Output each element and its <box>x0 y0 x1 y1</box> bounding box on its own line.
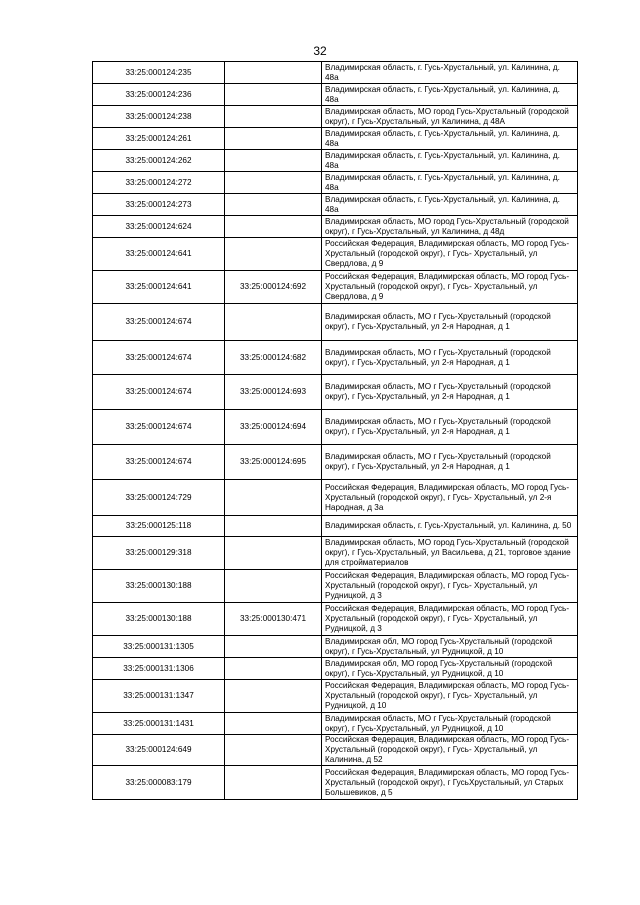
address-cell: Владимирская область, МО город Гусь-Хрустальный (городской округ), г Гусь-Хрустальный, ул Васильева, д 21, торговое здание для стройматериалов <box>322 537 578 570</box>
cadastral-number-cell: 33:25:000124:624 <box>93 216 225 238</box>
cadastral-number-cell: 33:25:000130:188 <box>93 603 225 636</box>
cadastral-number-cell: 33:25:000131:1305 <box>93 636 225 658</box>
cadastral-number-cell: 33:25:000124:272 <box>93 172 225 194</box>
cadastral-number-cell: 33:25:000130:188 <box>93 570 225 603</box>
cadastral-number-cell: 33:25:000124:674 <box>93 304 225 341</box>
address-cell: Российская Федерация, Владимирская область, МО город Гусь-Хрустальный (городской округ), г Гусь- Хрустальный, ул Свердлова, д 9 <box>322 271 578 304</box>
cadastral-number-cell: 33:25:000124:641 <box>93 238 225 271</box>
cadastral-table <box>92 61 578 800</box>
table-row <box>93 216 578 238</box>
address-cell: Владимирская область, г. Гусь-Хрустальный, ул. Калинина, д. 48а <box>322 172 578 194</box>
cadastral-number-cell: 33:25:000124:674 <box>93 410 225 445</box>
address-cell: Российская Федерация, Владимирская область, МО город Гусь-Хрустальный (городской округ), г Гусь- Хрустальный, ул Рудницкой, д 3 <box>322 603 578 636</box>
cadastral-number-cell: 33:25:000124:236 <box>93 84 225 106</box>
cadastral-number-cell: 33:25:000131:1431 <box>93 713 225 735</box>
address-cell: Владимирская область, г. Гусь-Хрустальный, ул. Калинина, д. 48а <box>322 194 578 216</box>
page-number: 32 <box>313 44 327 58</box>
related-number-cell <box>225 537 322 570</box>
related-number-cell <box>225 480 322 516</box>
cadastral-number-cell: 33:25:000083:179 <box>93 766 225 800</box>
related-number-cell: 33:25:000124:692 <box>225 271 322 304</box>
cadastral-number-cell: 33:25:000124:262 <box>93 150 225 172</box>
address-cell: Российская Федерация, Владимирская область, МО город Гусь-Хрустальный (городской округ), г ГусьХрустальный, ул Старых Большевиков, д 5 <box>322 766 578 800</box>
related-number-cell <box>225 150 322 172</box>
address-cell: Владимирская область, МО г Гусь-Хрустальный (городской округ), г Гусь-Хрустальный, ул 2-я Народная, д 1 <box>322 375 578 410</box>
address-cell: Владимирская область, МО г Гусь-Хрустальный (городской округ), г Гусь-Хрустальный, ул Рудницкой, д 10 <box>322 713 578 735</box>
related-number-cell <box>225 304 322 341</box>
address-cell: Владимирская область, г. Гусь-Хрустальный, ул. Калинина, д. 48а <box>322 62 578 84</box>
cadastral-number-cell: 33:25:000124:674 <box>93 375 225 410</box>
table-row <box>93 516 578 537</box>
cadastral-number-cell: 33:25:000124:235 <box>93 62 225 84</box>
cadastral-number-cell: 33:25:000124:729 <box>93 480 225 516</box>
related-number-cell <box>225 238 322 271</box>
related-number-cell: 33:25:000124:694 <box>225 410 322 445</box>
related-number-cell <box>225 516 322 537</box>
related-number-cell: 33:25:000124:695 <box>225 445 322 480</box>
table-row <box>93 570 578 603</box>
address-cell: Российская Федерация, Владимирская область, МО город Гусь-Хрустальный (городской округ), г Гусь- Хрустальный, ул Свердлова, д 9 <box>322 238 578 271</box>
cadastral-number-cell: 33:25:000124:649 <box>93 735 225 766</box>
table-body <box>93 62 578 800</box>
cadastral-number-cell: 33:25:000129:318 <box>93 537 225 570</box>
table-row <box>93 84 578 106</box>
related-number-cell <box>225 636 322 658</box>
table-row <box>93 680 578 713</box>
related-number-cell <box>225 62 322 84</box>
address-cell: Владимирская область, МО г Гусь-Хрустальный (городской округ), г Гусь-Хрустальный, ул 2-я Народная, д 1 <box>322 304 578 341</box>
cadastral-number-cell: 33:25:000124:641 <box>93 271 225 304</box>
cadastral-number-cell: 33:25:000124:674 <box>93 445 225 480</box>
table-row <box>93 766 578 800</box>
cadastral-number-cell: 33:25:000131:1347 <box>93 680 225 713</box>
table-row <box>93 735 578 766</box>
address-cell: Владимирская область, г. Гусь-Хрустальный, ул. Калинина, д. 48а <box>322 84 578 106</box>
cadastral-number-cell: 33:25:000124:674 <box>93 341 225 375</box>
address-cell: Российская Федерация, Владимирская область, МО город Гусь-Хрустальный (городской округ), г Гусь- Хрустальный, ул Рудницкой, д 10 <box>322 680 578 713</box>
table-row <box>93 658 578 680</box>
address-cell: Владимирская область, г. Гусь-Хрустальный, ул. Калинина, д. 50 <box>322 516 578 537</box>
cadastral-number-cell: 33:25:000131:1306 <box>93 658 225 680</box>
table-row <box>93 304 578 341</box>
related-number-cell <box>225 713 322 735</box>
table-row <box>93 636 578 658</box>
cadastral-number-cell: 33:25:000124:273 <box>93 194 225 216</box>
table-row <box>93 150 578 172</box>
address-cell: Владимирская область, МО г Гусь-Хрустальный (городской округ), г Гусь-Хрустальный, ул 2-я Народная, д 1 <box>322 410 578 445</box>
table-row <box>93 713 578 735</box>
address-cell: Владимирская область, МО город Гусь-Хрустальный (городской округ), г Гусь-Хрустальный, ул Калинина, д 48А <box>322 106 578 128</box>
related-number-cell <box>225 735 322 766</box>
related-number-cell <box>225 658 322 680</box>
address-cell: Владимирская обл, МО город Гусь-Хрустальный (городской округ), г Гусь-Хрустальный, ул Рудницкой, д 10 <box>322 658 578 680</box>
cadastral-number-cell: 33:25:000124:261 <box>93 128 225 150</box>
address-cell: Владимирская обл, МО город Гусь-Хрустальный (городской округ), г Гусь-Хрустальный, ул Рудницкой, д 10 <box>322 636 578 658</box>
table-row <box>93 62 578 84</box>
table-row <box>93 537 578 570</box>
related-number-cell <box>225 216 322 238</box>
table-row <box>93 445 578 480</box>
address-cell: Владимирская область, МО город Гусь-Хрустальный (городской округ), г Гусь-Хрустальный, ул Калинина, д 48д <box>322 216 578 238</box>
address-cell: Владимирская область, МО г Гусь-Хрустальный (городской округ), г Гусь-Хрустальный, ул 2-я Народная, д 1 <box>322 445 578 480</box>
table-row <box>93 194 578 216</box>
related-number-cell <box>225 128 322 150</box>
address-cell: Российская Федерация, Владимирская область, МО город Гусь-Хрустальный (городской округ), г Гусь- Хрустальный, ул Калинина, д 52 <box>322 735 578 766</box>
related-number-cell <box>225 172 322 194</box>
address-cell: Российская Федерация, Владимирская область, МО город Гусь-Хрустальный (городской округ), г Гусь- Хрустальный, ул 2-я Народная, д 3а <box>322 480 578 516</box>
address-cell: Владимирская область, г. Гусь-Хрустальный, ул. Калинина, д. 48а <box>322 128 578 150</box>
related-number-cell: 33:25:000124:682 <box>225 341 322 375</box>
related-number-cell: 33:25:000130:471 <box>225 603 322 636</box>
table-row <box>93 128 578 150</box>
table-row <box>93 603 578 636</box>
table-row <box>93 271 578 304</box>
related-number-cell: 33:25:000124:693 <box>225 375 322 410</box>
table-row <box>93 480 578 516</box>
address-cell: Владимирская область, г. Гусь-Хрустальный, ул. Калинина, д. 48а <box>322 150 578 172</box>
address-cell: Владимирская область, МО г Гусь-Хрустальный (городской округ), г Гусь-Хрустальный, ул 2-я Народная, д 1 <box>322 341 578 375</box>
table-row <box>93 172 578 194</box>
cadastral-number-cell: 33:25:000124:238 <box>93 106 225 128</box>
related-number-cell <box>225 680 322 713</box>
cadastral-number-cell: 33:25:000125:118 <box>93 516 225 537</box>
related-number-cell <box>225 194 322 216</box>
related-number-cell <box>225 570 322 603</box>
table-row <box>93 106 578 128</box>
table-row <box>93 375 578 410</box>
table-row <box>93 410 578 445</box>
table-row <box>93 341 578 375</box>
related-number-cell <box>225 84 322 106</box>
table-row <box>93 238 578 271</box>
address-cell: Российская Федерация, Владимирская область, МО город Гусь-Хрустальный (городской округ), г Гусь- Хрустальный, ул Рудницкой, д 3 <box>322 570 578 603</box>
related-number-cell <box>225 766 322 800</box>
related-number-cell <box>225 106 322 128</box>
